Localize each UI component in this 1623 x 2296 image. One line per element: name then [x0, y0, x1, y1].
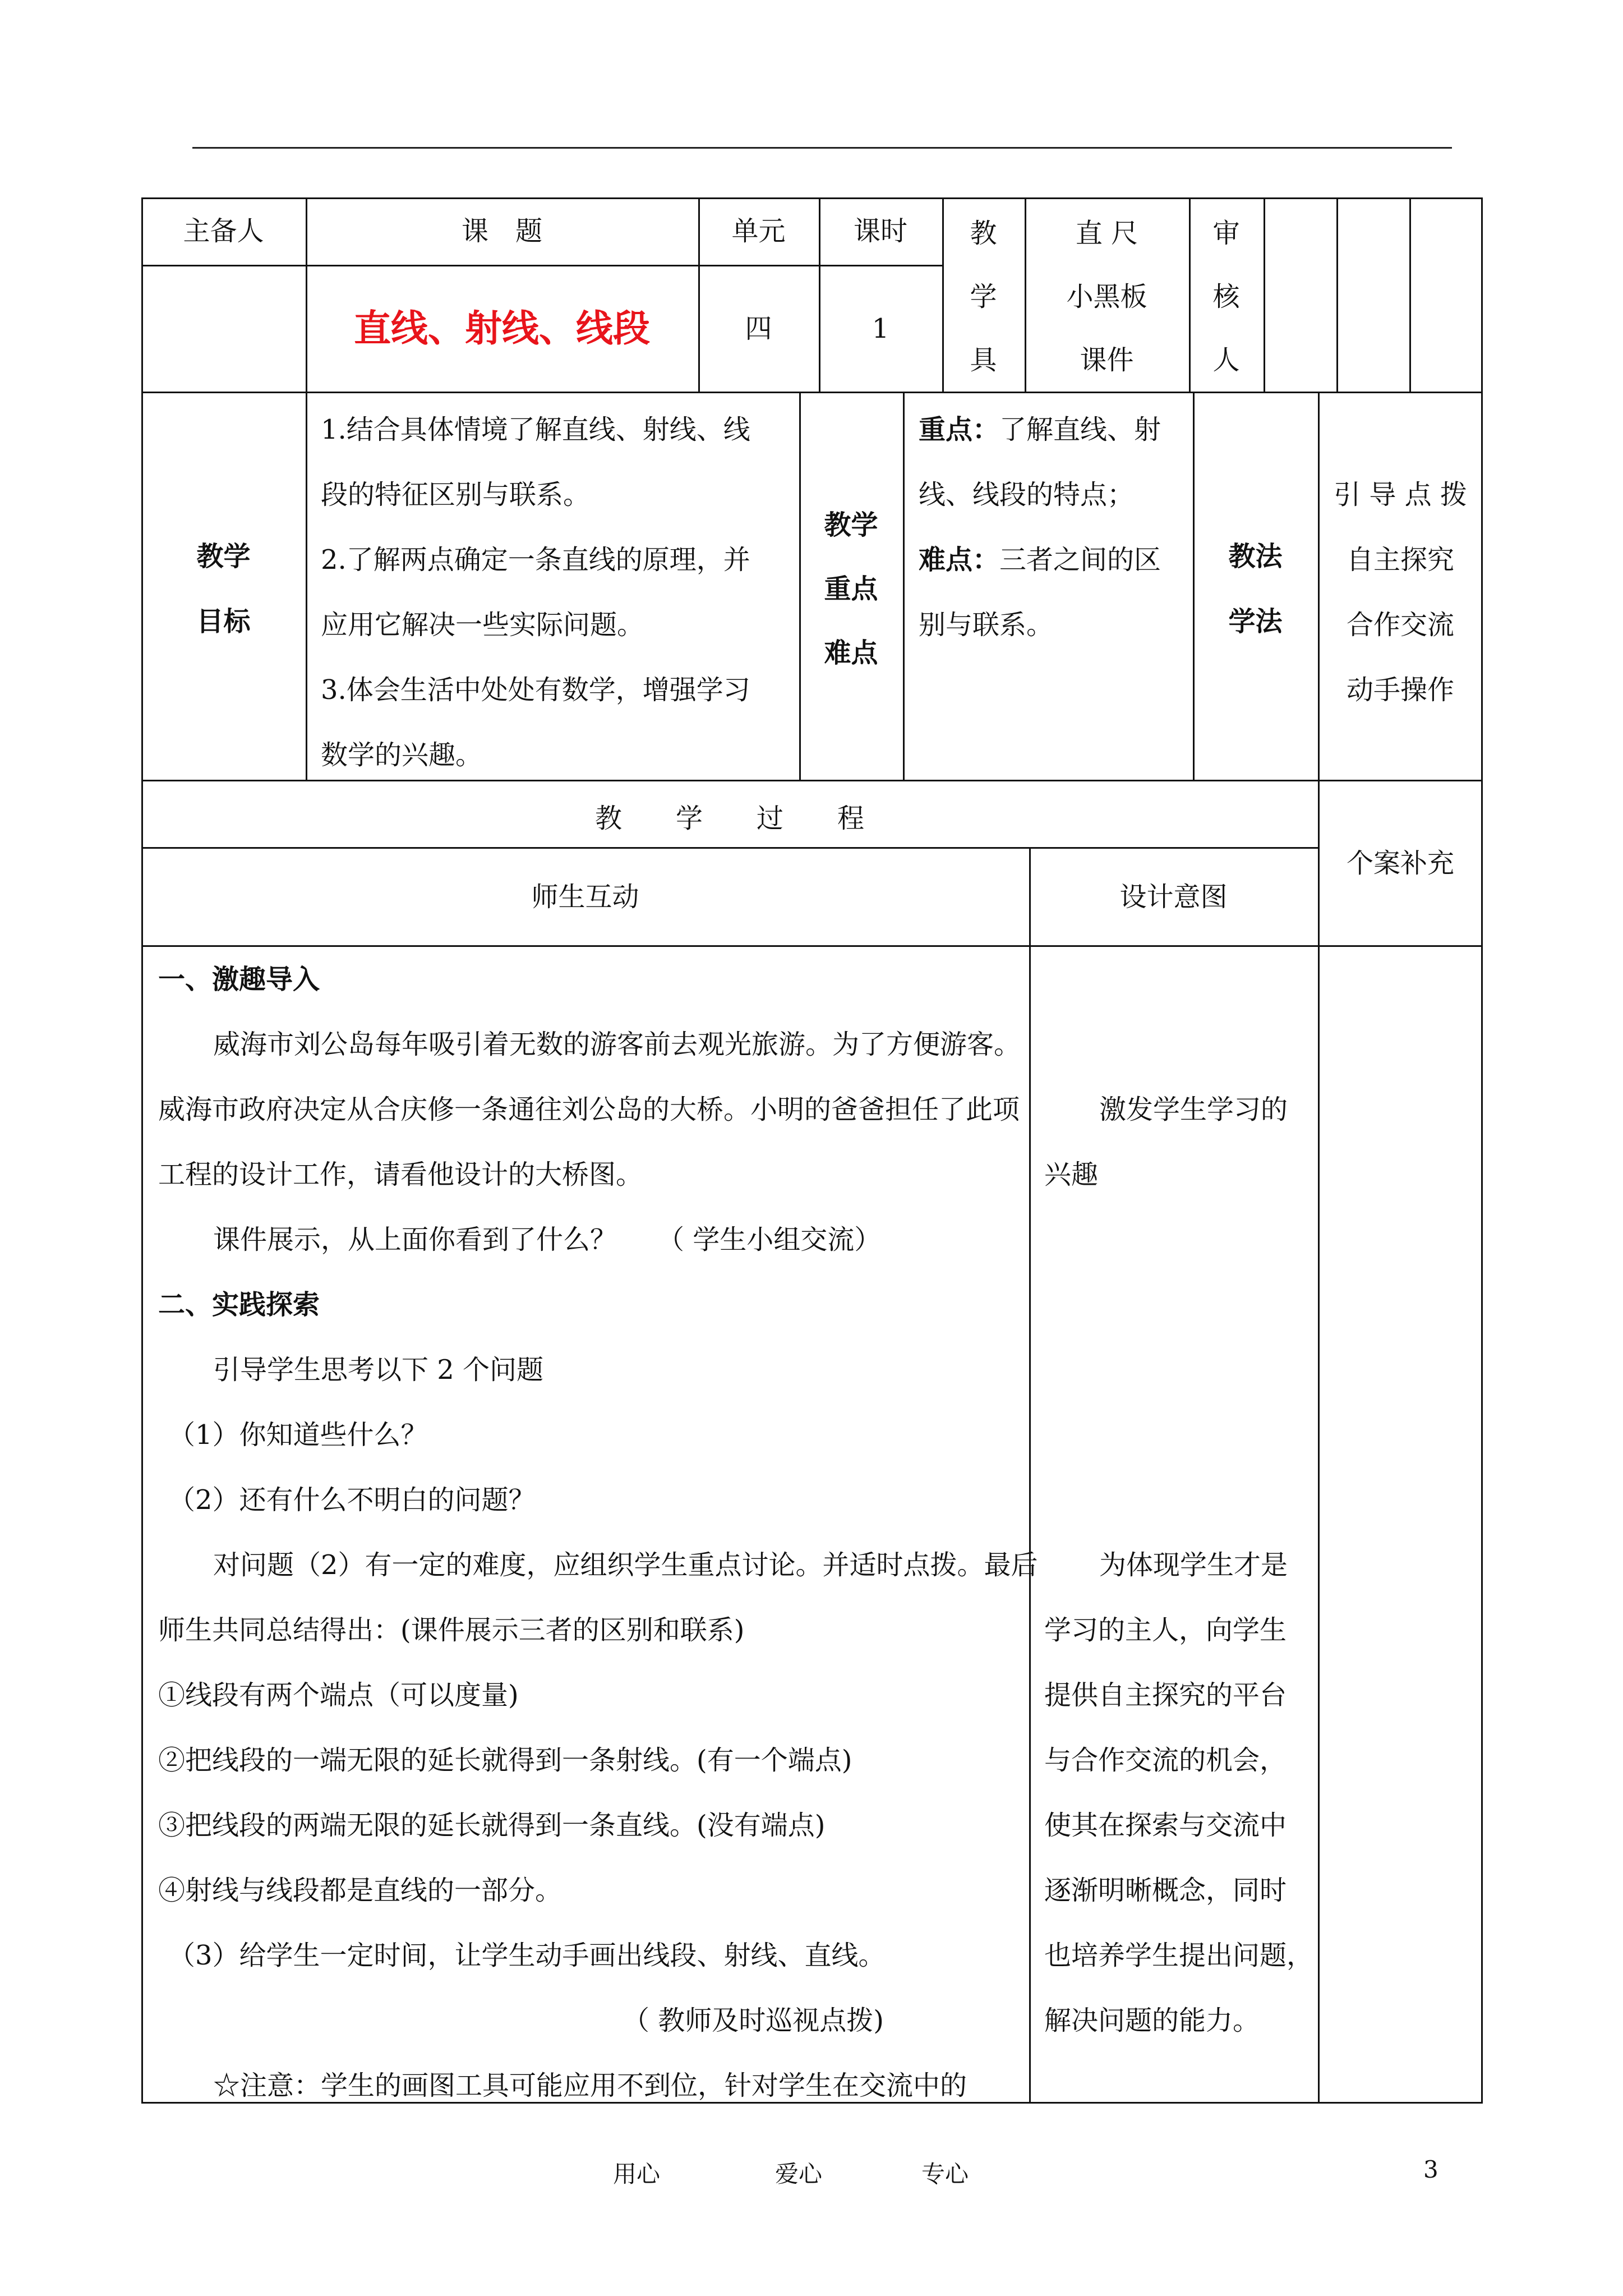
methods-label-1: 教法 [1228, 541, 1283, 572]
footer-word-1: 用心 [613, 2160, 661, 2188]
method-item-3: 合作交流 [1346, 609, 1454, 641]
shenhe-label-1: 审 [1212, 218, 1240, 249]
supplement-header: 个案补充 [1346, 848, 1454, 879]
interaction-header: 师生互动 [531, 881, 639, 913]
goal-line-5: 3.体会生活中处处有数学，增强学习 [321, 674, 750, 706]
header-rule [192, 147, 1452, 149]
method-item-2: 自主探究 [1346, 544, 1454, 576]
period-value: 1 [872, 313, 889, 344]
s2-line-12: ☆注意：学生的画图工具可能应用不到位，针对学生在交流中的 [213, 2070, 967, 2101]
danyuan-label: 单元 [731, 215, 786, 247]
s2-line-4: 对问题（2）有一定的难度，应组织学生重点讨论。并适时点拨。最后 [213, 1549, 1038, 1581]
design-note-2-line-6: 逐渐明晰概念，同时 [1044, 1875, 1287, 1906]
keypoints-label-1: 教学 [824, 509, 878, 541]
shenhe-label-3: 人 [1212, 344, 1240, 376]
design-note-2-line-5: 使其在探索与交流中 [1044, 1810, 1287, 1841]
s1-paragraph-line-1: 威海市刘公岛每年吸引着无数的游客前去观光旅游。为了方便游客。 [213, 1029, 1021, 1060]
footer-word-3: 专心 [921, 2160, 969, 2188]
zhongdian-line-1: 重点：了解直线、射 [919, 414, 1161, 445]
goal-line-4: 应用它解决一些实际问题。 [321, 609, 644, 641]
s2-line-5: 师生共同总结得出：(课件展示三者的区别和联系) [158, 1614, 745, 1646]
s2-line-6: ①线段有两个端点（可以度量) [158, 1680, 519, 1711]
goals-label-2: 目标 [196, 606, 251, 637]
keypoints-label-2: 重点 [824, 573, 878, 605]
design-header: 设计意图 [1119, 881, 1228, 913]
keti-label: 课 题 [461, 215, 542, 247]
s1-courseware-line: 课件展示，从上面你看到了什么？ （ 学生小组交流） [213, 1224, 882, 1255]
s1-paragraph-line-3: 工程的设计工作，请看他设计的大桥图。 [158, 1159, 643, 1190]
jiaoju-item-3: 课件 [1080, 344, 1134, 376]
design-note-2-line-3: 提供自主探究的平台 [1044, 1680, 1287, 1711]
jiaoju-item-2: 小黑板 [1066, 281, 1147, 312]
shenhe-label-2: 核 [1212, 281, 1240, 312]
zhubeiren-label: 主备人 [183, 215, 264, 247]
goal-line-6: 数学的兴趣。 [321, 739, 483, 771]
nandian-line-1: 难点：三者之间的区 [919, 544, 1161, 576]
goals-label-1: 教学 [196, 541, 251, 572]
zhongdian-line-2: 线、线段的特点； [919, 479, 1135, 510]
method-item-1: 引 导 点 拨 [1334, 479, 1467, 510]
s2-line-8: ③把线段的两端无限的延长就得到一条直线。(没有端点) [158, 1810, 826, 1841]
s2-line-3: （2）还有什么不明白的问题？ [168, 1484, 536, 1516]
lesson-title: 直线、射线、线段 [354, 306, 650, 350]
goal-line-3: 2.了解两点确定一条直线的原理，并 [321, 544, 750, 576]
design-note-2-line-8: 解决问题的能力。 [1044, 2005, 1260, 2036]
s2-line-1: 引导学生思考以下 2 个问题 [213, 1354, 544, 1386]
section1-title: 一、激趣导入 [158, 964, 320, 995]
design-note-2-line-4: 与合作交流的机会， [1044, 1745, 1287, 1776]
unit-value: 四 [745, 313, 772, 344]
design-note-2-line-2: 学习的主人，向学生 [1044, 1614, 1287, 1646]
s2-line-10: （3）给学生一定时间，让学生动手画出线段、射线、直线。 [168, 1940, 886, 1971]
s2-line-2: （1）你知道些什么？ [168, 1419, 428, 1451]
s2-line-9: ④射线与线段都是直线的一部分。 [158, 1875, 562, 1906]
goal-line-2: 段的特征区别与联系。 [321, 479, 591, 510]
section2-title: 二、实践探索 [158, 1289, 320, 1320]
method-item-4: 动手操作 [1346, 674, 1454, 706]
jiaoju-item-1: 直 尺 [1075, 218, 1138, 249]
keshi-label: 课时 [853, 215, 907, 247]
design-note-1-line-2: 兴趣 [1044, 1159, 1099, 1190]
s2-line-11: （ 教师及时巡视点拨) [623, 2005, 884, 2036]
design-note-2-line-1: 为体现学生才是 [1099, 1549, 1288, 1581]
footer-word-2: 爱心 [775, 2160, 823, 2188]
design-note-1-line-1: 激发学生学习的 [1099, 1094, 1288, 1125]
keypoints-label-3: 难点 [824, 637, 878, 669]
jiaoju-label-3: 具 [970, 344, 997, 376]
process-title: 教 学 过 程 [594, 803, 864, 834]
jiaoju-label-2: 学 [970, 281, 997, 312]
page-number: 3 [1423, 2156, 1438, 2183]
nandian-line-2: 别与联系。 [919, 609, 1054, 641]
design-note-2-line-7: 也培养学生提出问题， [1044, 1940, 1314, 1971]
s2-line-7: ②把线段的一端无限的延长就得到一条射线。(有一个端点) [158, 1745, 852, 1776]
goal-line-1: 1.结合具体情境了解直线、射线、线 [321, 414, 750, 445]
s1-paragraph-line-2: 威海市政府决定从合庆修一条通往刘公岛的大桥。小明的爸爸担任了此项 [158, 1094, 1020, 1125]
jiaoju-label-1: 教 [970, 218, 997, 249]
methods-label-2: 学法 [1228, 606, 1283, 637]
